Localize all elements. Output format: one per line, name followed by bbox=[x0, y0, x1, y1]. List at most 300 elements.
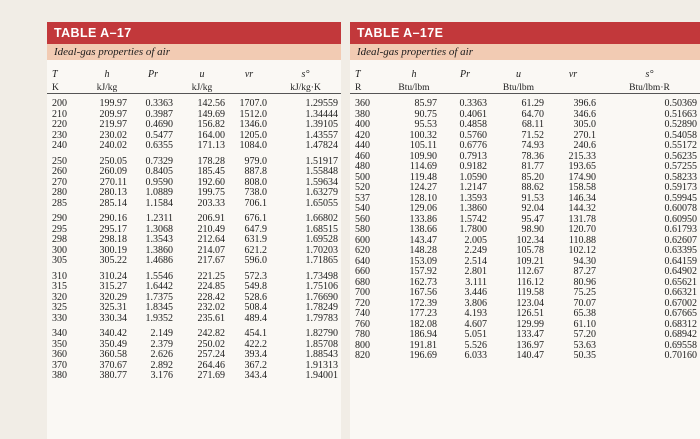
table-row bbox=[350, 141, 700, 152]
table-title: TABLE A–17E bbox=[350, 22, 700, 44]
table-row bbox=[47, 214, 341, 225]
cell-enthalpy: 240.02 bbox=[99, 141, 127, 151]
cell-temperature: 310 bbox=[52, 271, 67, 282]
cell-internal-energy: 171.13 bbox=[197, 141, 225, 151]
cell-internal-energy: 192.60 bbox=[197, 177, 225, 188]
cell-enthalpy: 280.13 bbox=[99, 188, 127, 198]
table-row bbox=[350, 183, 700, 194]
cell-temperature: 600 bbox=[355, 235, 370, 246]
cell-relative-pressure: 1.3860 bbox=[145, 245, 173, 256]
table-row bbox=[47, 235, 341, 246]
unit-relative-pressure bbox=[130, 80, 176, 94]
table-row bbox=[350, 194, 700, 205]
cell-enthalpy: 330.34 bbox=[99, 313, 127, 324]
cell-entropy: 0.58233 bbox=[664, 172, 697, 183]
cell-relative-volume: 193.65 bbox=[568, 162, 596, 172]
column-units-row bbox=[47, 80, 341, 94]
cell-temperature: 330 bbox=[52, 313, 67, 324]
cell-internal-energy: 257.24 bbox=[197, 350, 225, 360]
cell-relative-pressure: 2.514 bbox=[464, 256, 487, 267]
cell-enthalpy: 124.27 bbox=[409, 183, 437, 193]
cell-entropy: 0.60950 bbox=[664, 214, 697, 225]
cell-enthalpy: 162.73 bbox=[409, 277, 437, 288]
table-row bbox=[350, 204, 700, 215]
cell-enthalpy: 250.05 bbox=[99, 156, 127, 167]
cell-temperature: 440 bbox=[355, 141, 370, 151]
cell-relative-volume: 1084.0 bbox=[239, 141, 267, 151]
cell-enthalpy: 320.29 bbox=[99, 292, 127, 303]
cell-enthalpy: 285.14 bbox=[99, 198, 127, 209]
cell-relative-pressure: 1.3593 bbox=[459, 193, 487, 204]
cell-internal-energy: 102.34 bbox=[516, 235, 544, 246]
cell-relative-volume: 57.20 bbox=[573, 330, 596, 340]
cell-enthalpy: 182.08 bbox=[409, 319, 437, 330]
cell-internal-energy: 185.45 bbox=[197, 167, 225, 177]
cell-relative-pressure: 1.5546 bbox=[145, 271, 173, 282]
table-row bbox=[350, 120, 700, 131]
cell-relative-pressure: 4.193 bbox=[464, 309, 487, 319]
cell-relative-pressure: 3.111 bbox=[465, 277, 487, 288]
cell-enthalpy: 95.53 bbox=[414, 120, 437, 130]
cell-relative-pressure: 4.607 bbox=[464, 319, 487, 330]
header-relative-volume: vr bbox=[244, 68, 254, 80]
table-row bbox=[350, 173, 700, 184]
cell-entropy: 1.75106 bbox=[305, 282, 338, 292]
table-row bbox=[350, 246, 700, 257]
cell-relative-pressure: 3.806 bbox=[464, 298, 487, 309]
cell-entropy: 0.68942 bbox=[664, 330, 697, 340]
cell-relative-pressure: 2.892 bbox=[150, 360, 173, 371]
table-row bbox=[47, 157, 341, 168]
cell-relative-volume: 61.10 bbox=[573, 319, 596, 330]
cell-relative-volume: 215.33 bbox=[568, 151, 596, 162]
cell-relative-pressure: 1.3068 bbox=[145, 224, 173, 235]
cell-internal-energy: 98.90 bbox=[521, 225, 544, 235]
table-row bbox=[350, 351, 700, 362]
cell-enthalpy: 167.56 bbox=[409, 288, 437, 298]
cell-relative-volume: 706.1 bbox=[244, 198, 267, 209]
cell-temperature: 250 bbox=[52, 156, 67, 167]
cell-entropy: 1.55848 bbox=[305, 167, 338, 177]
table-row bbox=[350, 309, 700, 320]
table-row bbox=[350, 299, 700, 310]
cell-internal-energy: 136.97 bbox=[516, 340, 544, 351]
cell-relative-pressure: 0.4690 bbox=[145, 120, 173, 130]
cell-relative-volume: 240.6 bbox=[573, 141, 596, 151]
cell-internal-energy: 92.04 bbox=[521, 204, 544, 214]
cell-entropy: 0.65621 bbox=[664, 277, 697, 288]
cell-entropy: 0.50369 bbox=[664, 99, 697, 109]
column-header-row bbox=[47, 68, 341, 80]
table-row bbox=[350, 131, 700, 142]
cell-relative-volume: 146.34 bbox=[568, 193, 596, 204]
cell-relative-pressure: 1.2147 bbox=[459, 183, 487, 193]
cell-entropy: 1.69528 bbox=[305, 235, 338, 245]
table-row bbox=[350, 152, 700, 163]
cell-relative-pressure: 0.3363 bbox=[459, 99, 487, 109]
cell-entropy: 1.29559 bbox=[305, 99, 338, 109]
column-header-row bbox=[350, 68, 700, 80]
cell-temperature: 370 bbox=[52, 360, 67, 371]
cell-internal-energy: 203.33 bbox=[197, 198, 225, 209]
cell-entropy: 1.43557 bbox=[305, 130, 338, 141]
table-row bbox=[47, 272, 341, 283]
unit-enthalpy: kJ/kg bbox=[84, 80, 130, 94]
cell-entropy: 0.63395 bbox=[664, 246, 697, 256]
cell-relative-volume: 572.3 bbox=[244, 271, 267, 282]
cell-entropy: 0.51663 bbox=[664, 109, 697, 120]
cell-temperature: 800 bbox=[355, 340, 370, 351]
table-row bbox=[47, 167, 341, 178]
table-row bbox=[47, 350, 341, 361]
cell-internal-energy: 81.77 bbox=[521, 162, 544, 172]
cell-temperature: 325 bbox=[52, 303, 67, 313]
cell-temperature: 270 bbox=[52, 177, 67, 188]
cell-temperature: 200 bbox=[52, 99, 67, 109]
cell-internal-energy: 116.12 bbox=[516, 277, 544, 288]
cell-internal-energy: 119.58 bbox=[516, 288, 544, 298]
cell-relative-volume: 110.88 bbox=[568, 235, 596, 246]
cell-enthalpy: 199.97 bbox=[99, 99, 127, 109]
unit-relative-pressure bbox=[440, 80, 490, 94]
cell-temperature: 400 bbox=[355, 120, 370, 130]
cell-relative-volume: 393.4 bbox=[244, 350, 267, 360]
cell-temperature: 260 bbox=[52, 167, 67, 177]
cell-enthalpy: 186.94 bbox=[409, 330, 437, 340]
cell-internal-energy: 126.51 bbox=[516, 309, 544, 319]
header-internal-energy: u bbox=[199, 68, 205, 80]
cell-enthalpy: 109.90 bbox=[409, 151, 437, 162]
cell-relative-pressure: 1.7375 bbox=[145, 292, 173, 303]
cell-relative-volume: 80.96 bbox=[573, 277, 596, 288]
cell-relative-volume: 174.90 bbox=[568, 172, 596, 183]
cell-entropy: 1.85708 bbox=[305, 339, 338, 350]
table-row bbox=[47, 340, 341, 351]
cell-relative-volume: 70.07 bbox=[573, 298, 596, 309]
cell-entropy: 1.76690 bbox=[305, 292, 338, 303]
table-title: TABLE A–17 bbox=[47, 22, 341, 44]
cell-enthalpy: 350.49 bbox=[99, 339, 127, 350]
cell-relative-volume: 738.0 bbox=[244, 188, 267, 198]
cell-temperature: 680 bbox=[355, 277, 370, 288]
cell-entropy: 0.61793 bbox=[664, 225, 697, 235]
header-internal-energy: u bbox=[516, 68, 521, 80]
cell-temperature: 420 bbox=[355, 130, 370, 141]
table-row bbox=[350, 110, 700, 121]
cell-relative-volume: 53.63 bbox=[573, 340, 596, 351]
cell-relative-pressure: 2.626 bbox=[150, 350, 173, 360]
cell-entropy: 0.64159 bbox=[664, 256, 697, 267]
cell-relative-pressure: 2.801 bbox=[464, 267, 487, 277]
cell-enthalpy: 85.97 bbox=[414, 99, 437, 109]
table-row bbox=[47, 282, 341, 293]
cell-internal-energy: 105.78 bbox=[516, 246, 544, 256]
table-row bbox=[350, 320, 700, 331]
cell-entropy: 1.63279 bbox=[305, 188, 338, 198]
cell-relative-volume: 454.1 bbox=[244, 329, 267, 339]
cell-internal-energy: 210.49 bbox=[197, 224, 225, 235]
cell-temperature: 620 bbox=[355, 246, 370, 256]
table-row bbox=[47, 178, 341, 189]
unit-entropy: kJ/kg·K bbox=[270, 80, 341, 94]
unit-internal-energy: kJ/kg bbox=[176, 80, 228, 94]
cell-relative-pressure: 1.0889 bbox=[145, 188, 173, 198]
cell-relative-volume: 489.4 bbox=[244, 313, 267, 324]
cell-internal-energy: 68.11 bbox=[521, 120, 544, 130]
cell-enthalpy: 119.48 bbox=[409, 172, 437, 183]
cell-enthalpy: 114.69 bbox=[409, 162, 437, 172]
cell-relative-volume: 1346.0 bbox=[239, 120, 267, 130]
header-entropy: s° bbox=[301, 68, 310, 80]
cell-entropy: 1.73498 bbox=[305, 271, 338, 282]
cell-relative-volume: 94.30 bbox=[573, 256, 596, 267]
cell-relative-pressure: 3.446 bbox=[464, 288, 487, 298]
cell-internal-energy: 140.47 bbox=[516, 351, 544, 361]
table-subtitle: Ideal-gas properties of air bbox=[350, 44, 700, 60]
cell-enthalpy: 105.11 bbox=[409, 141, 437, 151]
cell-enthalpy: 219.97 bbox=[99, 120, 127, 130]
cell-entropy: 0.69558 bbox=[664, 340, 697, 351]
cell-relative-volume: 65.38 bbox=[573, 309, 596, 319]
cell-entropy: 1.82790 bbox=[305, 329, 338, 339]
header-relative-pressure: Pr bbox=[460, 68, 470, 80]
cell-internal-energy: 71.52 bbox=[521, 130, 544, 141]
cell-enthalpy: 260.09 bbox=[99, 167, 127, 177]
cell-temperature: 720 bbox=[355, 298, 370, 309]
cell-temperature: 380 bbox=[52, 371, 67, 381]
cell-internal-energy: 88.62 bbox=[521, 183, 544, 193]
table-row bbox=[47, 141, 341, 152]
cell-entropy: 0.66321 bbox=[664, 288, 697, 298]
cell-relative-volume: 1707.0 bbox=[239, 99, 267, 109]
cell-temperature: 350 bbox=[52, 339, 67, 350]
table-row bbox=[47, 110, 341, 121]
cell-relative-pressure: 0.4061 bbox=[459, 109, 487, 120]
cell-relative-pressure: 0.5477 bbox=[145, 130, 173, 141]
cell-temperature: 360 bbox=[52, 350, 67, 360]
cell-entropy: 0.67665 bbox=[664, 309, 697, 319]
cell-enthalpy: 143.47 bbox=[409, 235, 437, 246]
cell-enthalpy: 230.02 bbox=[99, 130, 127, 141]
cell-enthalpy: 177.23 bbox=[409, 309, 437, 319]
cell-relative-volume: 596.0 bbox=[244, 256, 267, 266]
data-table bbox=[47, 68, 341, 382]
cell-entropy: 0.57255 bbox=[664, 162, 697, 172]
cell-internal-energy: 129.99 bbox=[516, 319, 544, 330]
cell-relative-volume: 346.6 bbox=[573, 109, 596, 120]
cell-enthalpy: 148.28 bbox=[409, 246, 437, 256]
cell-temperature: 220 bbox=[52, 120, 67, 130]
header-temperature: T bbox=[355, 68, 361, 80]
cell-relative-volume: 50.35 bbox=[573, 351, 596, 361]
cell-relative-volume: 120.70 bbox=[568, 225, 596, 235]
cell-temperature: 230 bbox=[52, 130, 67, 141]
cell-internal-energy: 123.04 bbox=[516, 298, 544, 309]
cell-relative-volume: 979.0 bbox=[244, 156, 267, 167]
cell-temperature: 460 bbox=[355, 151, 370, 162]
cell-internal-energy: 228.42 bbox=[197, 292, 225, 303]
cell-relative-volume: 75.25 bbox=[573, 288, 596, 298]
cell-enthalpy: 129.06 bbox=[409, 204, 437, 214]
table-row bbox=[47, 371, 341, 382]
unit-relative-volume bbox=[228, 80, 270, 94]
cell-enthalpy: 290.16 bbox=[99, 214, 127, 224]
cell-relative-pressure: 1.3543 bbox=[145, 235, 173, 245]
cell-relative-pressure: 0.7913 bbox=[459, 151, 487, 162]
data-table bbox=[350, 68, 700, 362]
cell-internal-energy: 264.46 bbox=[197, 360, 225, 371]
unit-enthalpy: Btu/lbm bbox=[388, 80, 440, 94]
unit-relative-volume bbox=[547, 80, 599, 94]
cell-relative-pressure: 1.9352 bbox=[145, 313, 173, 324]
cell-entropy: 0.56235 bbox=[664, 151, 697, 162]
table-subtitle: Ideal-gas properties of air bbox=[47, 44, 341, 60]
cell-relative-volume: 87.27 bbox=[573, 267, 596, 277]
cell-entropy: 1.51917 bbox=[305, 156, 338, 167]
cell-relative-pressure: 0.9590 bbox=[145, 177, 173, 188]
cell-internal-energy: 61.29 bbox=[521, 99, 544, 109]
table-row bbox=[350, 215, 700, 226]
cell-temperature: 290 bbox=[52, 214, 67, 224]
cell-relative-volume: 1205.0 bbox=[239, 130, 267, 141]
cell-enthalpy: 209.97 bbox=[99, 109, 127, 120]
column-units-row bbox=[350, 80, 700, 94]
table-row bbox=[47, 188, 341, 199]
cell-entropy: 1.79783 bbox=[305, 313, 338, 324]
cell-enthalpy: 191.81 bbox=[409, 340, 437, 351]
cell-relative-pressure: 2.149 bbox=[150, 329, 173, 339]
cell-temperature: 540 bbox=[355, 204, 370, 214]
cell-enthalpy: 157.92 bbox=[409, 267, 437, 277]
table-row bbox=[350, 99, 700, 110]
cell-relative-pressure: 0.6355 bbox=[145, 141, 173, 151]
cell-entropy: 1.65055 bbox=[305, 198, 338, 209]
table-row bbox=[350, 257, 700, 268]
cell-relative-volume: 102.12 bbox=[568, 246, 596, 256]
cell-enthalpy: 196.69 bbox=[409, 351, 437, 361]
header-relative-pressure: Pr bbox=[148, 68, 158, 80]
cell-entropy: 1.71865 bbox=[305, 256, 338, 266]
cell-entropy: 1.68515 bbox=[305, 224, 338, 235]
cell-internal-energy: 142.56 bbox=[197, 99, 225, 109]
table-row bbox=[47, 120, 341, 131]
table-row bbox=[350, 330, 700, 341]
table-row bbox=[350, 278, 700, 289]
table-row bbox=[350, 162, 700, 173]
table-row bbox=[47, 329, 341, 340]
cell-enthalpy: 360.58 bbox=[99, 350, 127, 360]
header-relative-volume: vr bbox=[568, 68, 578, 80]
cell-temperature: 305 bbox=[52, 256, 67, 266]
cell-relative-volume: 305.0 bbox=[573, 120, 596, 130]
table-row bbox=[47, 256, 341, 267]
cell-relative-volume: 422.2 bbox=[244, 339, 267, 350]
cell-temperature: 760 bbox=[355, 319, 370, 330]
cell-internal-energy: 242.82 bbox=[197, 329, 225, 339]
cell-relative-volume: 676.1 bbox=[244, 214, 267, 224]
cell-relative-volume: 621.2 bbox=[244, 245, 267, 256]
cell-relative-volume: 270.1 bbox=[573, 130, 596, 141]
cell-enthalpy: 305.22 bbox=[99, 256, 127, 266]
cell-relative-volume: 808.0 bbox=[244, 177, 267, 188]
table-row bbox=[47, 199, 341, 210]
cell-temperature: 315 bbox=[52, 282, 67, 292]
cell-entropy: 0.59945 bbox=[664, 193, 697, 204]
cell-enthalpy: 128.10 bbox=[409, 193, 437, 204]
cell-relative-pressure: 1.4686 bbox=[145, 256, 173, 266]
table-row bbox=[350, 288, 700, 299]
table-row bbox=[350, 341, 700, 352]
cell-enthalpy: 300.19 bbox=[99, 245, 127, 256]
cell-entropy: 0.60078 bbox=[664, 204, 697, 214]
cell-entropy: 0.55172 bbox=[664, 141, 697, 151]
table-row bbox=[47, 361, 341, 372]
cell-entropy: 1.91313 bbox=[305, 360, 338, 371]
cell-internal-energy: 149.69 bbox=[197, 109, 225, 120]
cell-relative-pressure: 1.5742 bbox=[459, 214, 487, 225]
cell-enthalpy: 295.17 bbox=[99, 224, 127, 235]
cell-internal-energy: 91.53 bbox=[521, 193, 544, 204]
cell-temperature: 820 bbox=[355, 351, 370, 361]
cell-internal-energy: 221.25 bbox=[197, 271, 225, 282]
cell-entropy: 1.88543 bbox=[305, 350, 338, 360]
table-row bbox=[47, 303, 341, 314]
cell-temperature: 298 bbox=[52, 235, 67, 245]
cell-internal-energy: 95.47 bbox=[521, 214, 544, 225]
cell-internal-energy: 178.28 bbox=[197, 156, 225, 167]
cell-temperature: 300 bbox=[52, 245, 67, 256]
cell-relative-volume: 508.4 bbox=[244, 303, 267, 313]
table-row bbox=[47, 293, 341, 304]
cell-relative-volume: 158.58 bbox=[568, 183, 596, 193]
cell-internal-energy: 217.67 bbox=[197, 256, 225, 266]
table-row bbox=[350, 267, 700, 278]
cell-relative-pressure: 2.005 bbox=[464, 235, 487, 246]
cell-internal-energy: 164.00 bbox=[197, 130, 225, 141]
cell-internal-energy: 74.93 bbox=[521, 141, 544, 151]
cell-enthalpy: 298.18 bbox=[99, 235, 127, 245]
unit-temperature: R bbox=[350, 80, 388, 94]
cell-relative-pressure: 2.249 bbox=[464, 246, 487, 256]
cell-temperature: 210 bbox=[52, 109, 67, 120]
cell-relative-pressure: 1.8345 bbox=[145, 303, 173, 313]
cell-relative-pressure: 0.3987 bbox=[145, 109, 173, 120]
cell-relative-pressure: 1.1584 bbox=[145, 198, 173, 209]
cell-enthalpy: 340.42 bbox=[99, 329, 127, 339]
cell-internal-energy: 64.70 bbox=[521, 109, 544, 120]
cell-temperature: 280 bbox=[52, 188, 67, 198]
cell-temperature: 537 bbox=[355, 193, 370, 204]
cell-enthalpy: 310.24 bbox=[99, 271, 127, 282]
table-row bbox=[47, 246, 341, 257]
cell-relative-volume: 631.9 bbox=[244, 235, 267, 245]
table-row bbox=[350, 225, 700, 236]
cell-relative-pressure: 5.051 bbox=[464, 330, 487, 340]
cell-temperature: 780 bbox=[355, 330, 370, 340]
cell-internal-energy: 212.64 bbox=[197, 235, 225, 245]
table-row bbox=[47, 225, 341, 236]
cell-temperature: 580 bbox=[355, 225, 370, 235]
cell-enthalpy: 172.39 bbox=[409, 298, 437, 309]
table-a17e-panel bbox=[350, 22, 700, 439]
cell-temperature: 340 bbox=[52, 329, 67, 339]
cell-entropy: 1.47824 bbox=[305, 141, 338, 151]
cell-internal-energy: 206.91 bbox=[197, 214, 225, 224]
cell-internal-energy: 133.47 bbox=[516, 330, 544, 340]
table-a17-panel bbox=[47, 22, 341, 439]
cell-temperature: 480 bbox=[355, 162, 370, 172]
header-enthalpy: h bbox=[411, 68, 417, 80]
